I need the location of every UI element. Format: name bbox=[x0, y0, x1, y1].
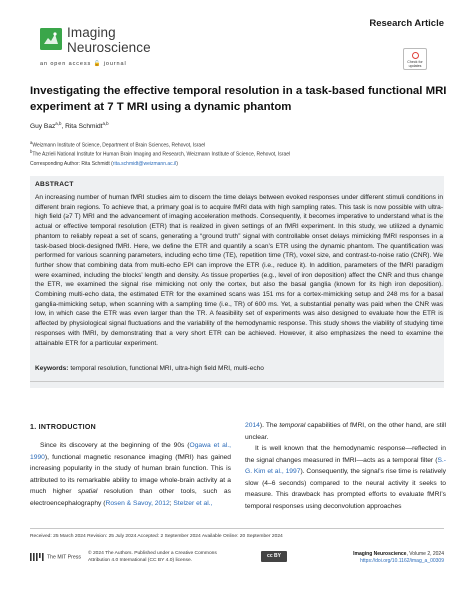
journal-volume: , Volume 2, 2024 bbox=[406, 551, 444, 557]
doi-link[interactable]: https://doi.org/10.1162/imag_a_00309 bbox=[360, 557, 444, 564]
text-run: ). Consequently, the signal’s rise time is relatively slow (4–6 seconds) compared to the neural activity it seeks to measure. This drawback has prompted efforts to evaluate fMRI’s temporal responses using deconvolution approaches bbox=[245, 468, 447, 510]
article-title: Investigating the effective temporal resolution in a task-based functional MRI experiment at 7 T MRI using a dynamic phantom bbox=[30, 85, 447, 113]
keywords-label: Keywords: bbox=[35, 365, 69, 372]
keywords bbox=[35, 365, 443, 372]
body-column-right bbox=[245, 420, 446, 512]
license-line: © 2024 The Authors. Published under a Creative Commons bbox=[88, 551, 217, 556]
open-access-label bbox=[40, 61, 127, 67]
author-name[interactable]: Rita Schmidt bbox=[65, 123, 103, 131]
open-lock-icon: 🔓 bbox=[93, 61, 102, 67]
citation-link[interactable]: 2014 bbox=[245, 422, 260, 429]
journal-name-line1: Imaging bbox=[67, 25, 116, 40]
keywords-divider bbox=[30, 381, 444, 382]
paragraph bbox=[245, 443, 446, 512]
abstract-text: An increasing number of human fMRI studies aim to discern the time delays between evoked responses under different stimuli conditions in different brain regions. To achieve that, a primary goal is to acquire fMRI data with high sampling rates. This task is now possible with ultra-high field (≥7 T) MRI and the advancement of imaging acceleration methods. Consequently, it becomes imperative to understand what is the actual or effective temporal resolution (ETR) that is realized in given settings of an fMRI experiment. In this study, we utilized a dynamic phantom to reliably repeat a set of scans, generating a “ground truth” signal with controllable onset delays mimicking fMRI responses in a task-based block-designed fMRI. Here, we define the ETR and quantify a scan’s ETR using the dynamic phantom. The quantification was performed for various scanning parameters, including echo time (TE), repetition time (TR), voxel size, and contrast-to-noise ratio (CNR). We further show that combining data from multi-echo EPI can improve the ETR (i.e., reduce it). In addition, parameters of the fMRI paradigm were examined, including the blocks’ length and density. As tissue properties (e.g., level of iron deposition) affect the CNR and thus change the ETR, we examined the signal rise mimicking not only the cortex, but also the basal ganglia (known for its high iron deposition). Combining multi-echo data, the estimated ETR for the examined scans was 151 ms for a cortex-mimicking setup and 248 ms for a basal ganglia-mimicking setup, when scanning with a sampling time (i.e., TR) of 600 ms. Yet, a substantial penalty was paid when the CNR was low, in which case the ETR was even larger than the TR. A feasibility set of experiments was also designed to evaluate how the ETR is affected by physiological signal fluctuations and the variability of the hemodynamic response. This study shows the viability of studying time responses with fMRI, by demonstrating that a very short ETR can be achieved. However, it also emphasizes the need to examine the attainable ETR for a particular experiment. bbox=[35, 194, 443, 347]
affiliation-text: The Azrieli National Institute for Human Brain Imaging and Research, Weizmann Institute of Science, Rehovot, Israel bbox=[32, 151, 291, 158]
abstract-heading: ABSTRACT bbox=[35, 181, 74, 188]
footer-divider bbox=[30, 528, 444, 529]
affiliation-sup: a bbox=[30, 140, 33, 145]
text-run: ), functional magnetic resonance imaging (fMRI) has gained increasing popularity in the study of human brain function. This is attributed to its remarkable ability to image whole-brain activity at a much higher bbox=[30, 453, 231, 495]
paragraph bbox=[30, 440, 231, 509]
corresponding-end: ) bbox=[176, 161, 178, 167]
emphasis: spatial bbox=[78, 488, 98, 495]
journal-citation bbox=[353, 551, 444, 564]
journal-name-line2: Neuroscience bbox=[67, 40, 151, 55]
check-updates-label: Check for updates bbox=[407, 60, 423, 69]
article-type: Research Article bbox=[369, 18, 444, 29]
author-affiliation-sup: a,b bbox=[102, 121, 109, 126]
publisher-logo[interactable] bbox=[30, 553, 81, 561]
license-text bbox=[88, 551, 258, 564]
paragraph bbox=[245, 420, 446, 443]
body-column-left bbox=[30, 440, 231, 509]
publisher-name: The MIT Press bbox=[47, 554, 81, 561]
mit-press-icon bbox=[30, 553, 44, 561]
keywords-text: temporal resolution, functional MRI, ultra-high field MRI, multi-echo bbox=[70, 365, 264, 372]
author-name[interactable]: Guy Baz bbox=[30, 123, 56, 131]
citation-link[interactable]: Stelzer et al., bbox=[173, 499, 213, 507]
publication-dates: Received: 25 March 2024 Revision: 25 July 2024 Accepted: 2 September 2024 Available Online: 20 September 2024 bbox=[30, 534, 283, 539]
section-heading-introduction: 1. INTRODUCTION bbox=[30, 424, 96, 431]
text-run: resolution than other tools, such as electroencephalography ( bbox=[30, 488, 231, 507]
corresponding-label: Corresponding Author: Rita Schmidt ( bbox=[30, 161, 113, 167]
affiliation bbox=[30, 140, 205, 149]
open-access-right: journal bbox=[103, 61, 127, 67]
text-run: Since its discovery at the beginning of the 90s ( bbox=[40, 442, 190, 449]
text-run: ; bbox=[169, 499, 174, 507]
affiliation bbox=[30, 149, 290, 158]
cc-by-icon[interactable]: cc BY bbox=[261, 551, 287, 562]
affiliation-text: Weizmann Institute of Science, Department of Brain Sciences, Rehovot, Israel bbox=[32, 142, 206, 149]
corresponding-email-link[interactable]: rita.schmidt@weizmann.ac.il bbox=[112, 161, 177, 167]
author-affiliation-sup: a,b bbox=[55, 121, 62, 126]
check-updates-icon bbox=[412, 52, 419, 59]
text-run: capabilities of fMRI, on the other hand, are still unclear. bbox=[245, 422, 446, 441]
citation-link[interactable]: Ogawa et al., 1990 bbox=[30, 442, 231, 461]
license-line: Attribution 4.0 International (CC BY 4.0) license. bbox=[88, 557, 193, 563]
text-run: ). The bbox=[259, 422, 280, 429]
text-run: It is well known that the hemodynamic response—reflected in the signal changes measured in fMRI—acts as a temporal filter ( bbox=[245, 445, 446, 464]
citation-link[interactable]: S.-G. Kim et al., 1997 bbox=[245, 456, 446, 475]
check-for-updates-button[interactable] bbox=[403, 48, 427, 70]
journal-logo-icon bbox=[40, 28, 62, 50]
open-access-left: an open access bbox=[40, 61, 92, 67]
journal-cite-name: Imaging Neuroscience bbox=[353, 551, 407, 557]
corresponding-author bbox=[30, 161, 178, 167]
affiliation-sup: b bbox=[30, 149, 33, 154]
citation-link[interactable]: Rosen & Savoy, 2012 bbox=[105, 499, 170, 507]
author-list: Guy Baz$^{a,b}$, Rita Schmidt$^{a,b}$ bbox=[30, 121, 109, 131]
emphasis: temporal bbox=[279, 422, 306, 429]
journal-name[interactable] bbox=[67, 25, 151, 55]
